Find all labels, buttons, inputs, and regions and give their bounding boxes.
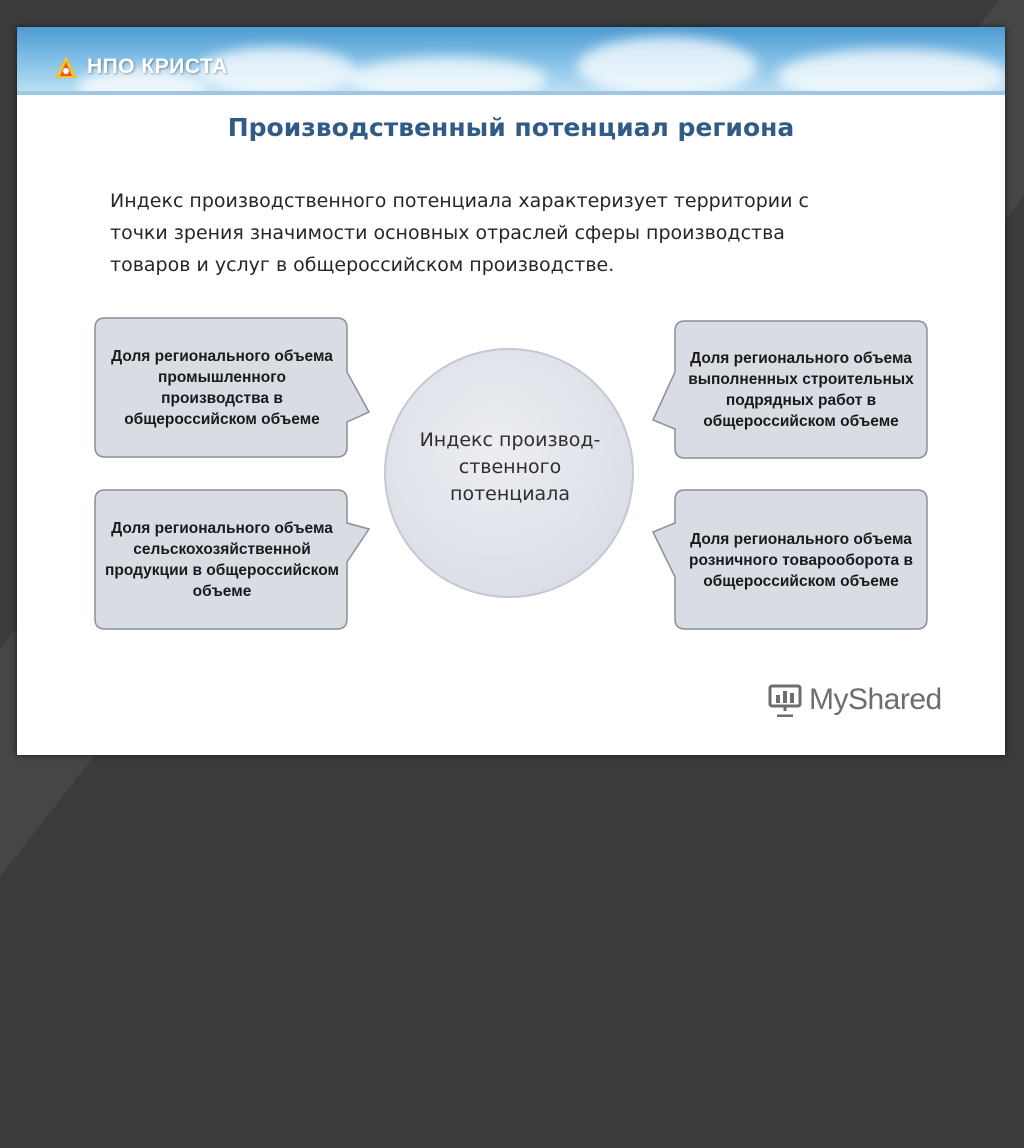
center-label: Индекс производ- ственного потенциала bbox=[419, 429, 601, 505]
presentation-board-icon bbox=[767, 683, 803, 717]
slide-title: Производственный потенциал региона bbox=[227, 113, 795, 142]
watermark bbox=[767, 683, 942, 717]
box-text-top-left: Доля регионального объема промышленного производства в общероссийском объеме bbox=[111, 348, 333, 428]
watermark-text: MyShared bbox=[809, 683, 942, 716]
intro-line: товаров и услуг в общероссийском производстве. bbox=[110, 254, 615, 276]
intro-line: Индекс производственного потенциала характеризует территории с bbox=[110, 190, 809, 212]
logo-text: НПО КРИСТА bbox=[87, 55, 228, 78]
box-text-bottom-right: Доля регионального объема розничного товарооборота в общероссийском объеме bbox=[688, 530, 914, 590]
box-text-top-right: Доля регионального объема выполненных строительных подрядных работ в общероссийском объеме bbox=[688, 350, 914, 430]
intro-line: точки зрения значимости основных отраслей сферы производства bbox=[110, 222, 785, 244]
box-text-bottom-left: Доля регионального объема сельскохозяйственной продукции в общероссийском объеме bbox=[105, 520, 339, 600]
slide bbox=[17, 27, 1005, 755]
